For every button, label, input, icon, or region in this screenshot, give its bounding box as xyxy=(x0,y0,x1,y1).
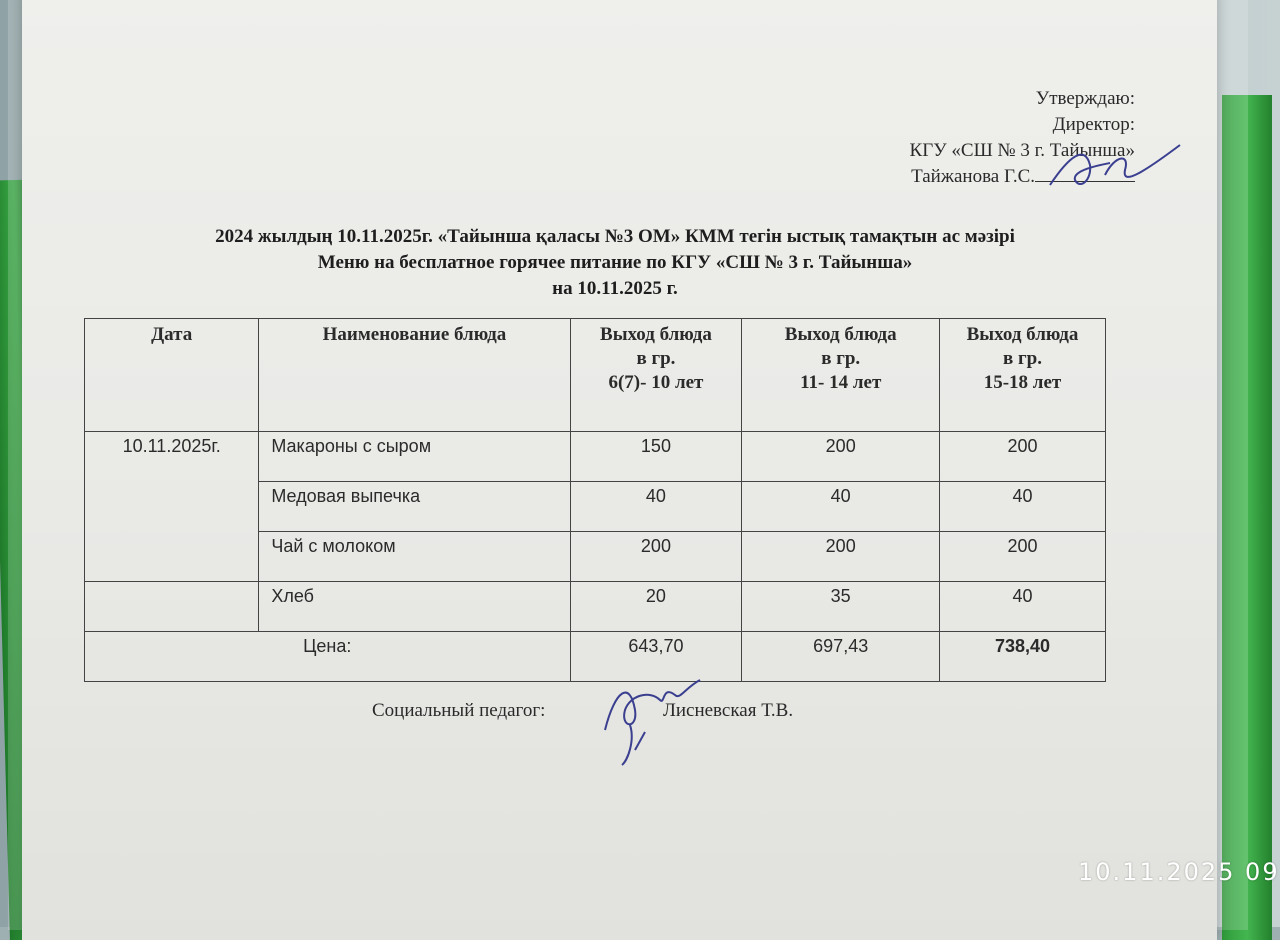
dish-name: Чай с молоком xyxy=(259,532,570,582)
menu-titles xyxy=(60,224,1170,302)
portion-11-14: 40 xyxy=(742,482,940,532)
title-date: на 10.11.2025 г. xyxy=(552,278,678,299)
date-cell: 10.11.2025г. xyxy=(85,432,259,582)
approval-line: КГУ «СШ № 3 г. Тайынша» xyxy=(909,140,1135,161)
portion-6-10: 150 xyxy=(570,432,742,482)
table-row xyxy=(85,582,1106,632)
price-6-10: 643,70 xyxy=(570,632,742,682)
dish-name: Хлеб xyxy=(259,582,570,632)
table-row xyxy=(85,432,1106,482)
price-11-14: 697,43 xyxy=(742,632,940,682)
header-age-6-10: Выход блюда в гр. 6(7)- 10 лет xyxy=(570,319,742,432)
portion-15-18: 40 xyxy=(940,482,1106,532)
header-age-11-14: Выход блюда в гр. 11- 14 лет xyxy=(742,319,940,432)
header-date: Дата xyxy=(85,319,259,432)
portion-11-14: 200 xyxy=(742,432,940,482)
signature-line xyxy=(1035,181,1135,182)
empty-date-cell xyxy=(85,582,259,632)
photo-timestamp: 10.11.2025 09 xyxy=(1078,858,1280,886)
approval-line xyxy=(800,164,1135,190)
portion-15-18: 200 xyxy=(940,432,1106,482)
title-kazakh: 2024 жылдың 10.11.2025г. «Тайынша қаласы №3 ОМ» КММ тегін ыстық тамақтын ас мәзірі xyxy=(215,226,1015,247)
pedagogue-role: Социальный педагог: xyxy=(372,700,546,721)
dish-name: Медовая выпечка xyxy=(259,482,570,532)
title-russian: Меню на бесплатное горячее питание по КГУ «СШ № 3 г. Тайынша» xyxy=(317,252,913,273)
table-header-row xyxy=(85,319,1106,432)
menu-table xyxy=(84,318,1106,682)
portion-6-10: 20 xyxy=(570,582,742,632)
price-row xyxy=(85,632,1106,682)
portion-6-10: 40 xyxy=(570,482,742,532)
header-age-15-18: Выход блюда в гр. 15-18 лет xyxy=(940,319,1106,432)
portion-15-18: 200 xyxy=(940,532,1106,582)
social-pedagogue-line xyxy=(372,700,793,722)
portion-11-14: 200 xyxy=(742,532,940,582)
portion-11-14: 35 xyxy=(742,582,940,632)
header-dish: Наименование блюда xyxy=(259,319,570,432)
pedagogue-name: Лисневская Т.В. xyxy=(662,700,794,721)
director-name: Тайжанова Г.С. xyxy=(911,166,1035,187)
portion-6-10: 200 xyxy=(570,532,742,582)
dish-name: Макароны с сыром xyxy=(259,432,570,482)
approval-line: Утверждаю: xyxy=(1035,88,1135,109)
price-label: Цена: xyxy=(85,632,571,682)
price-15-18: 738,40 xyxy=(940,632,1106,682)
portion-15-18: 40 xyxy=(940,582,1106,632)
approval-block xyxy=(800,86,1135,190)
approval-line: Директор: xyxy=(1052,114,1135,135)
